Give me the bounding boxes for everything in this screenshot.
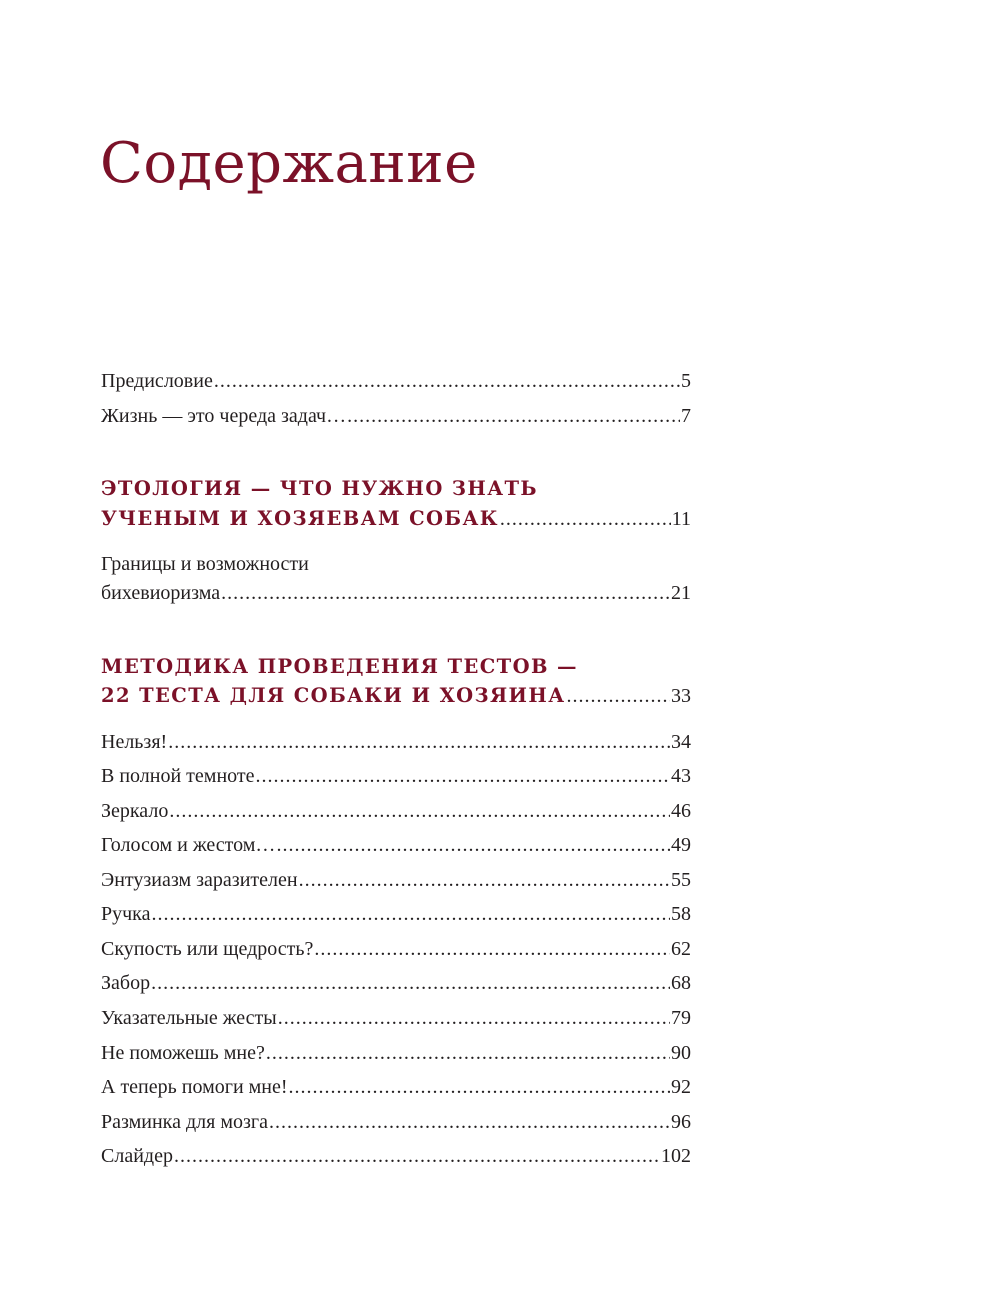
dot-leader <box>266 1040 670 1066</box>
toc-entry[interactable] <box>101 970 691 996</box>
dot-leader <box>289 1074 670 1100</box>
toc-entry-title: Нельзя! <box>101 731 168 753</box>
toc-entry-page: 33 <box>671 685 691 707</box>
toc-entry-page: 7 <box>681 405 691 427</box>
section-heading-line: МЕТОДИКА ПРОВЕДЕНИЯ ТЕСТОВ — <box>101 655 578 678</box>
toc-entry-title: бихевиоризма <box>101 582 221 604</box>
toc-entry-page: 11 <box>671 508 691 530</box>
toc-section-ethology[interactable] <box>101 506 691 532</box>
toc-entry[interactable] <box>101 832 691 858</box>
toc-entry-title: Жизнь — это череда задач… <box>101 405 347 427</box>
toc-entry-page: 62 <box>671 938 691 960</box>
toc-entry-behaviorism[interactable] <box>101 580 691 606</box>
toc-entry-title: Голосом и жестом… <box>101 834 276 856</box>
toc-entry-page: 92 <box>671 1076 691 1098</box>
dot-leader <box>151 970 670 996</box>
dot-leader <box>214 368 680 394</box>
toc-entry-title: Ручка <box>101 903 151 925</box>
toc-entry-title: Энтузиазм заразителен <box>101 869 298 891</box>
dot-leader <box>314 936 670 962</box>
toc-entry-page: 5 <box>681 370 691 392</box>
toc-entry-page: 43 <box>671 765 691 787</box>
toc-entry[interactable] <box>101 936 691 962</box>
dot-leader <box>347 403 680 429</box>
toc-entry-preface[interactable] <box>101 368 691 394</box>
toc-entry-title: Границы и возможности <box>101 553 309 575</box>
toc-entry[interactable] <box>101 901 691 927</box>
dot-leader <box>174 1143 660 1169</box>
toc-entry-title: В полной темноте <box>101 765 255 787</box>
toc-entry-title: Скупость или щедрость? <box>101 938 314 960</box>
toc-entry[interactable] <box>101 1074 691 1100</box>
toc-entry-page: 96 <box>671 1111 691 1133</box>
dot-leader <box>567 683 671 709</box>
dot-leader <box>500 506 671 532</box>
toc-entry-page: 102 <box>661 1145 691 1167</box>
toc-entry-life-tasks[interactable] <box>101 403 691 429</box>
toc-entry[interactable] <box>101 1143 691 1169</box>
section-heading-line: 22 ТЕСТА ДЛЯ СОБАКИ И ХОЗЯИНА <box>101 684 566 707</box>
toc-entry[interactable] <box>101 798 691 824</box>
toc-entry-page: 46 <box>671 800 691 822</box>
toc-entry-title: Слайдер <box>101 1145 173 1167</box>
page-title: Содержание <box>100 131 478 196</box>
toc-entry-page: 55 <box>671 869 691 891</box>
dot-leader <box>221 580 670 606</box>
toc-entry[interactable] <box>101 763 691 789</box>
toc-entry-title: Не поможешь мне? <box>101 1042 265 1064</box>
toc-entry-title: Разминка для мозга <box>101 1111 268 1133</box>
toc-entry-page: 49 <box>671 834 691 856</box>
toc-entry-title: Указательные жесты <box>101 1007 277 1029</box>
dot-leader <box>256 763 671 789</box>
dot-leader <box>299 867 670 893</box>
section-heading-line: УЧЕНЫМ И ХОЗЯЕВАМ СОБАК <box>101 507 499 530</box>
toc-entry[interactable] <box>101 867 691 893</box>
toc-entry-page: 34 <box>671 731 691 753</box>
toc-entry-title: Предисловие <box>101 370 213 392</box>
toc-entry-page: 58 <box>671 903 691 925</box>
toc-entry-page: 90 <box>671 1042 691 1064</box>
toc-entry-page: 79 <box>671 1007 691 1029</box>
dot-leader <box>269 1109 670 1135</box>
section-heading-line: ЭТОЛОГИЯ — ЧТО НУЖНО ЗНАТЬ <box>101 477 538 500</box>
dot-leader <box>151 901 670 927</box>
toc-entry[interactable] <box>101 1005 691 1031</box>
toc-entry-title: Зеркало <box>101 800 169 822</box>
toc-entry-page: 68 <box>671 972 691 994</box>
toc-entry[interactable] <box>101 729 691 755</box>
toc-entry[interactable] <box>101 1040 691 1066</box>
toc-entry-page: 21 <box>671 582 691 604</box>
dot-leader <box>168 729 670 755</box>
toc-entry-title: А теперь помоги мне! <box>101 1076 288 1098</box>
dot-leader <box>276 832 670 858</box>
toc-section-methods[interactable] <box>101 683 691 709</box>
toc-entry-title: Забор <box>101 972 151 994</box>
dot-leader <box>278 1005 670 1031</box>
toc-entry[interactable] <box>101 1109 691 1135</box>
dot-leader <box>169 798 670 824</box>
